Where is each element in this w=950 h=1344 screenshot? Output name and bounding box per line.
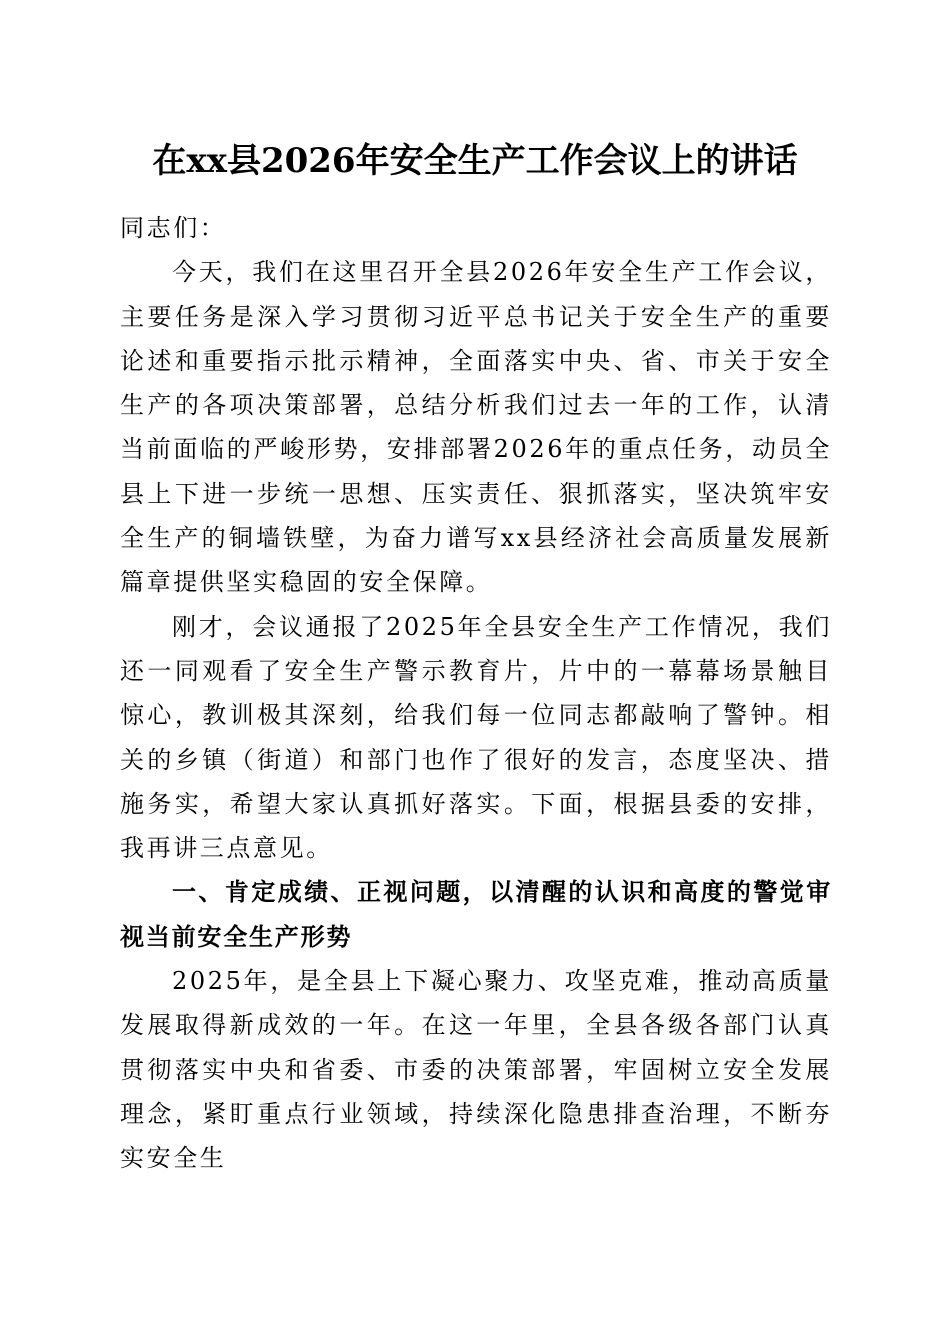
- paragraph-opening: 今天，我们在这里召开全县2026年安全生产工作会议，主要任务是深入学习贯彻习近平总书记关于安全生产的重要论述和重要指示批示精神，全面落实中央、省、市关于安全生产的各项决策部署，总结分析我们过去一年的工作，认清当前面临的严峻形势，安排部署2026年的重点任务，动员全县上下进一步统一思想、压实责任、狠抓落实，坚决筑牢安全生产的铜墙铁壁，为奋力谱写xx县经济社会高质量发展新篇章提供坚实稳固的安全保障。: [120, 258, 832, 597]
- document-title: 在xx县2026年安全生产工作会议上的讲话: [152, 141, 798, 181]
- paragraph-review: 刚才，会议通报了2025年全县安全生产工作情况，我们还一同观看了安全生产警示教育片，片中的一幕幕场景触目惊心，教训极其深刻，给我们每一位同志都敲响了警钟。相关的乡镇（街道）和部门也作了很好的发言，态度坚决、措施务实，希望大家认真抓好落实。下面，根据县委的安排，我再讲三点意见。: [120, 612, 832, 863]
- salutation: 同志们：: [120, 214, 227, 242]
- section-heading-one: 一、肯定成绩、正视问题，以清醒的认识和高度的警觉审视当前安全生产形势: [120, 878, 832, 951]
- document-body: [120, 206, 832, 1181]
- section-paragraph: 2025年，是全县上下凝心聚力、攻坚克难，推动高质量发展取得新成效的一年。在这一年里，全县各级各部门认真贯彻落实中央和省委、市委的决策部署，牢固树立安全发展理念，紧盯重点行业领域，持续深化隐患排查治理，不断夯实安全生: [120, 967, 832, 1173]
